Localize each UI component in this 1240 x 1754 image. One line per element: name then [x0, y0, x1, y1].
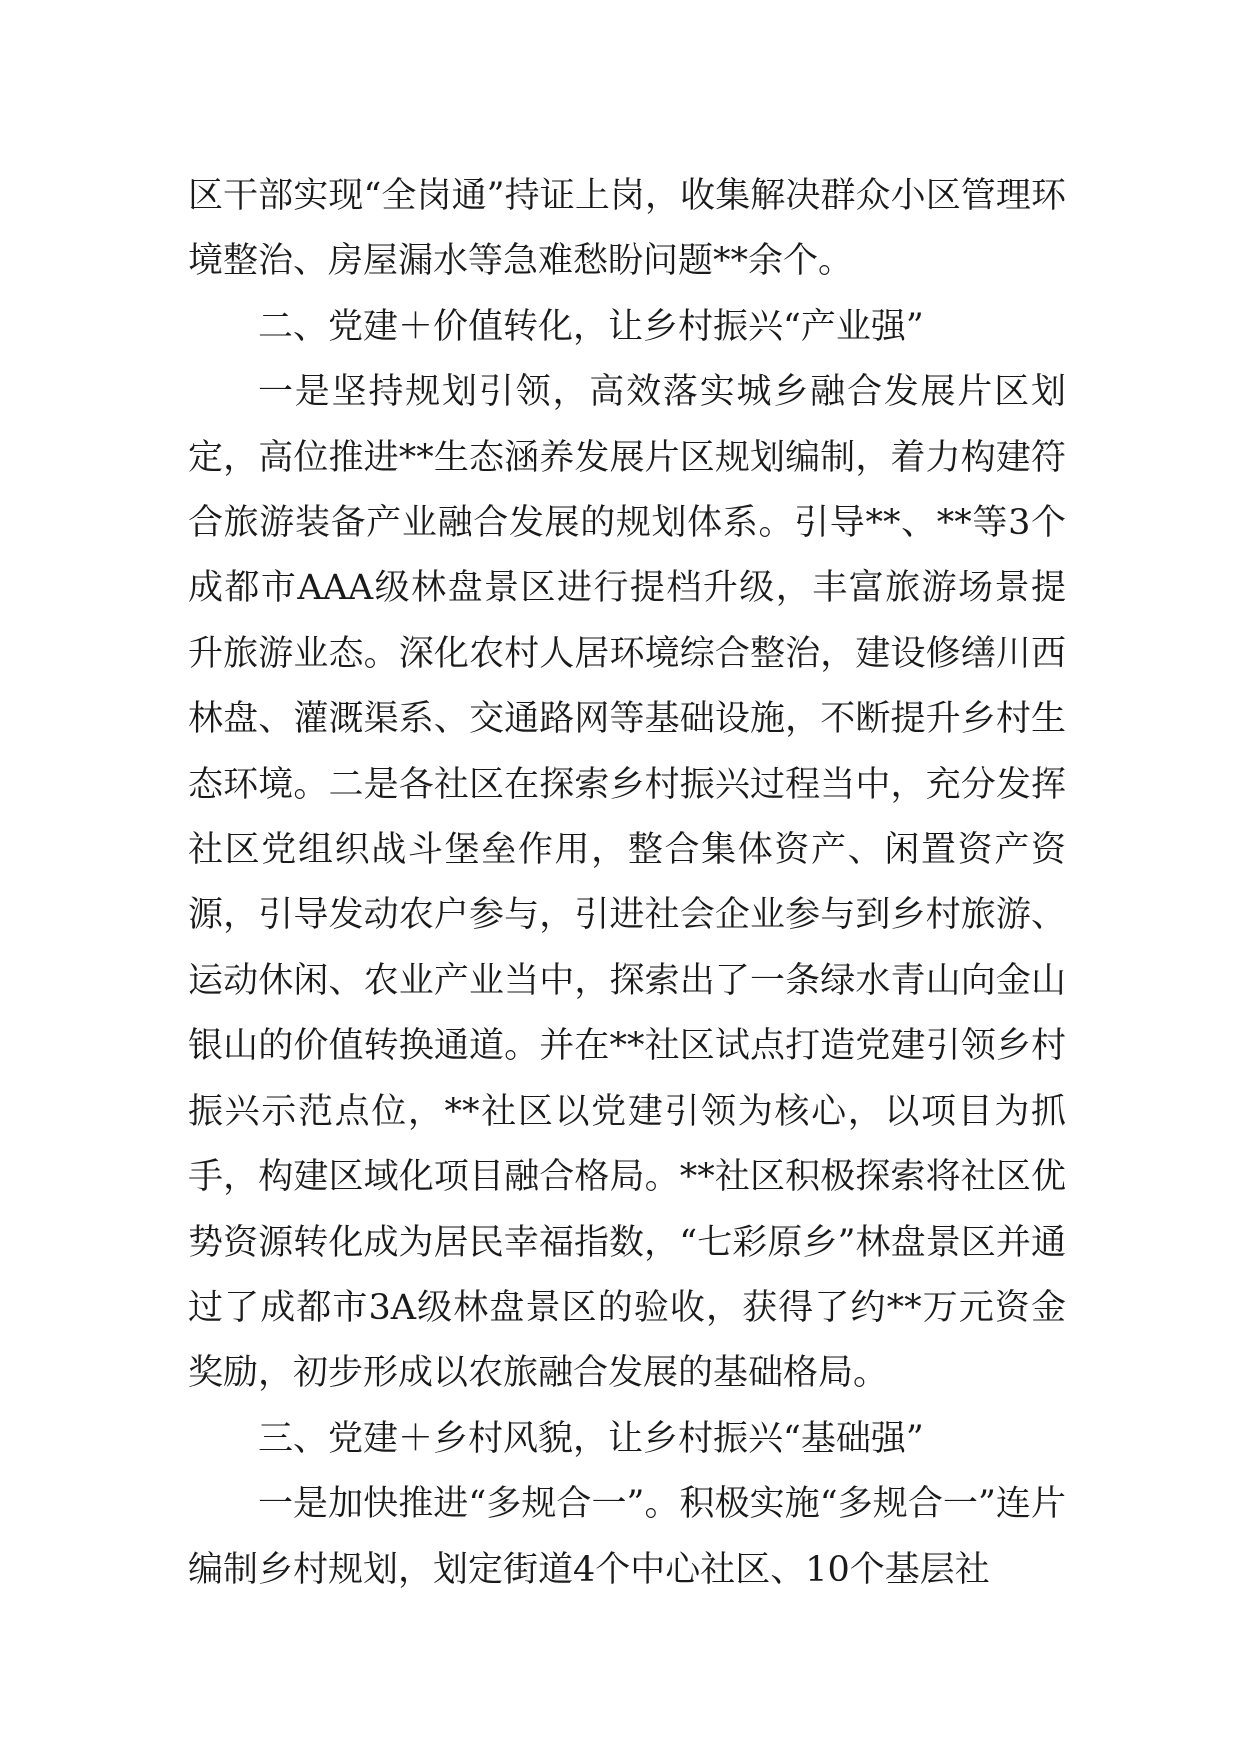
- paragraph-industry: 一是坚持规划引领，高效落实城乡融合发展片区划定，高位推进**生态涵养发展片区规划编制，着力构建符合旅游装备产业融合发展的规划体系。引导**、**等3个成都市AAA级林盘景区进行提档升级，丰富旅游场景提升旅游业态。深化农村人居环境综合整治，建设修缮川西林盘、灌溉渠系、交通路网等基础设施，不断提升乡村生态环境。二是各社区在探索乡村振兴过程当中，充分发挥社区党组织战斗堡垒作用，整合集体资产、闲置资产资源，引导发动农户参与，引进社会企业参与到乡村旅游、运动休闲、农业产业当中，探索出了一条绿水青山向金山银山的价值转换通道。并在**社区试点打造党建引领乡村振兴示范点位，**社区以党建引领为核心，以项目为抓手，构建区域化项目融合格局。**社区积极探索将社区优势资源转化成为居民幸福指数，“七彩原乡”林盘景区并通过了成都市3A级林盘景区的验收，获得了约**万元资金奖励，初步形成以农旅融合发展的基础格局。: [188, 372, 1066, 1394]
- section-heading-three: 三、党建＋乡村风貌，让乡村振兴“基础强”: [258, 1418, 924, 1459]
- document-body: [188, 164, 1066, 1603]
- paragraph-planning: 一是加快推进“多规合一”。积极实施“多规合一”连片编制乡村规划，划定街道4个中心社区、10个基层社: [188, 1484, 1066, 1590]
- section-heading-two: 二、党建＋价值转化，让乡村振兴“产业强”: [258, 306, 924, 347]
- paragraph-continuation: 区干部实现“全岗通”持证上岗，收集解决群众小区管理环境整治、房屋漏水等急难愁盼问题**余个。: [188, 176, 1066, 282]
